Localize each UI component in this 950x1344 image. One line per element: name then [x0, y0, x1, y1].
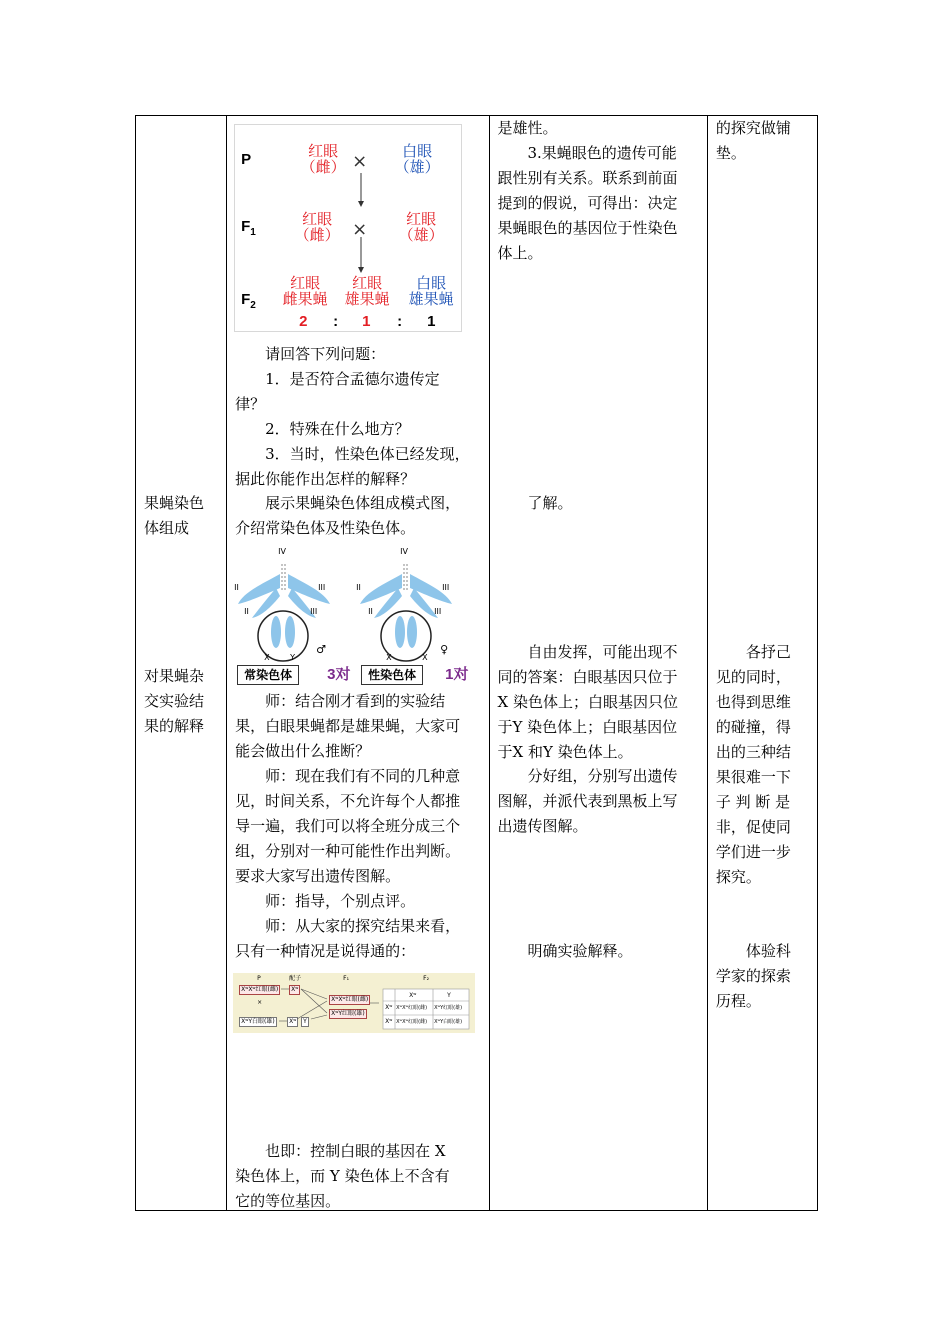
answer-1: 是雄性。: [497, 119, 558, 137]
cross-f2-col: Xʷ: [409, 992, 417, 999]
cross-f2-cell: XʷXʷ红眼(雌): [396, 1005, 428, 1011]
ratio-value: 2: [299, 313, 308, 330]
male-symbol: ♂: [316, 643, 326, 656]
sex-chrom-x: X: [422, 653, 428, 662]
question-1: 1．是否符合孟德尔遗传定 律？: [235, 370, 440, 413]
topic-explanation: [144, 664, 224, 739]
sex-chromosome-label: 性染色体: [361, 665, 423, 685]
cross-symbol: ×: [352, 151, 368, 172]
f2-white-male: 白眼 雄果蝇: [408, 274, 454, 308]
roman-label: III: [434, 607, 442, 616]
lesson-table: [135, 115, 818, 1211]
question-2: 2．特殊在什么地方？: [265, 420, 410, 438]
topic-line: 果的解释: [144, 717, 205, 735]
roman-label: III: [442, 583, 450, 592]
ratio-sep: :: [333, 313, 339, 330]
cross-f2-row: Xʷ: [385, 1004, 393, 1011]
teacher-line-2: 师：现在我们有不同的几种意 见，时间关系，不允许每个人都推 导一遍，我们可以将全班分成三个 组，分别对一种可能性作出判断。 要求大家写出遗传图解。: [235, 767, 461, 885]
cross-p-female: XʷXʷ红眼(雌): [241, 986, 279, 993]
column-teacher: [227, 116, 489, 1211]
cross-diagram: [233, 973, 475, 1033]
cross-gamete-3: Y: [303, 1018, 307, 1025]
ratio-sep: :: [397, 313, 403, 330]
cross-f2: F₂: [423, 975, 429, 982]
roman-label: III: [318, 583, 326, 592]
cross-f2-row: Xʷ: [385, 1018, 393, 1025]
f1-male: 红眼 （雄）: [398, 210, 444, 244]
p-label: P: [241, 151, 252, 168]
roman-label: II: [356, 583, 361, 592]
cross-times: ×: [257, 999, 263, 1006]
autosome-label: 常染色体: [237, 665, 299, 685]
column-student: [489, 116, 707, 1211]
topic-chromosome: [144, 491, 224, 541]
answer-3: 了解。: [527, 494, 573, 512]
column-topic: [136, 116, 227, 1211]
topic-line: 果蝇染色: [144, 494, 205, 512]
ratio-value: 1: [362, 313, 371, 330]
ratio-value: 1: [427, 313, 436, 330]
answer-5: 分好组，分别写出遗传 图解，并派代表到黑板上写 出遗传图解。: [497, 767, 678, 835]
autosome-count: 3对: [327, 666, 351, 683]
teacher-line-1: 师：结合刚才看到的实验结 果，白眼果蝇都是雄果蝇，大家可 能会做出什么推断？: [235, 692, 461, 760]
f2-red-female: 红眼 雌果蝇: [282, 274, 328, 308]
cross-symbol: ×: [352, 219, 368, 240]
roman-label: II: [368, 607, 373, 616]
cross-p: P: [257, 975, 261, 982]
f1-female: 红眼 （雌）: [294, 210, 340, 244]
sex-chromosome-count: 1对: [445, 666, 469, 683]
p-female: 红眼 （雌）: [300, 142, 346, 176]
sex-chrom-y: Y: [290, 653, 296, 662]
show-model: 展示果蝇染色体组成模式图， 介绍常染色体及性染色体。: [235, 494, 461, 537]
f2-red-male: 红眼 雄果蝇: [344, 274, 390, 308]
intent-1: 的探究做铺 垫。: [715, 119, 791, 162]
intent-3: 体验科 学家的探索 历程。: [715, 942, 791, 1010]
cross-f1: F₁: [343, 975, 349, 982]
cross-f2-cell: XʷY红眼(雄): [434, 1005, 463, 1011]
answer-2: 3.果蝇眼色的遗传可能 跟性别有关系。联系到前面 提到的假说，可得出：决定 果蝇眼色的基因位于性染色 体上。: [497, 144, 678, 262]
cross-gamete: 配子: [289, 975, 302, 982]
topic-line: 对果蝇杂: [144, 667, 205, 685]
topic-line: 体组成: [144, 519, 190, 537]
f2-label: $F_2$: [241, 291, 256, 311]
sex-chrom-x: X: [386, 653, 392, 662]
genetics-diagram: [234, 124, 462, 332]
conclusion: 也即：控制白眼的基因在 X 染色体上，而 Y 染色体上不含有 它的等位基因。: [235, 1142, 450, 1210]
f1-label: $F_1$: [241, 218, 256, 238]
p-male: 白眼 （雄）: [394, 142, 440, 176]
column-intent: [707, 116, 817, 1211]
cross-f1-male: XʷY红眼(雄): [331, 1010, 365, 1017]
question-intro: 请回答下列问题：: [265, 345, 386, 363]
chromosome-count-labels: [237, 665, 477, 687]
roman-label: IV: [278, 547, 286, 556]
cross-f2-cell: XʷXʷ红眼(雌): [396, 1019, 428, 1025]
answer-4: 自由发挥，可能出现不 同的答案：白眼基因只位于 X 染色体上；白眼基因只位 于Y 染色体上；白眼基因位 于X 和Y 染色体上。: [497, 643, 678, 761]
roman-label: II: [234, 583, 239, 592]
cross-f2-cell: XʷY白眼(雄): [434, 1019, 463, 1025]
sex-chrom-x: X: [264, 653, 270, 662]
cross-f2-col: Y: [447, 992, 451, 999]
cross-gamete-2: Xʷ: [289, 1018, 297, 1025]
question-3: 3．当时，性染色体已经发现， 据此你能作出怎样的解释？: [235, 445, 470, 488]
roman-label: IV: [400, 547, 408, 556]
intent-2: 各抒己 见的同时， 也得到思维 的碰撞，得 出的三种结 果很难一下 子 判 断 是 非，促使同 学们进一步 探究。: [715, 643, 791, 886]
teacher-line-3: 师：指导，个别点评。: [265, 892, 416, 910]
roman-label: II: [244, 607, 249, 616]
answer-6: 明确实验解释。: [527, 942, 633, 960]
female-symbol: ♀: [440, 643, 449, 656]
teacher-line-4: 师：从大家的探究结果来看， 只有一种情况是说得通的：: [235, 917, 461, 960]
topic-line: 交实验结: [144, 692, 205, 710]
cross-f1-female: XʷXʷ红眼(雌): [331, 996, 369, 1003]
cross-gamete-1: Xʷ: [291, 986, 299, 993]
cross-p-male: XʷY白眼(雄): [241, 1018, 275, 1025]
roman-label: III: [310, 607, 318, 616]
